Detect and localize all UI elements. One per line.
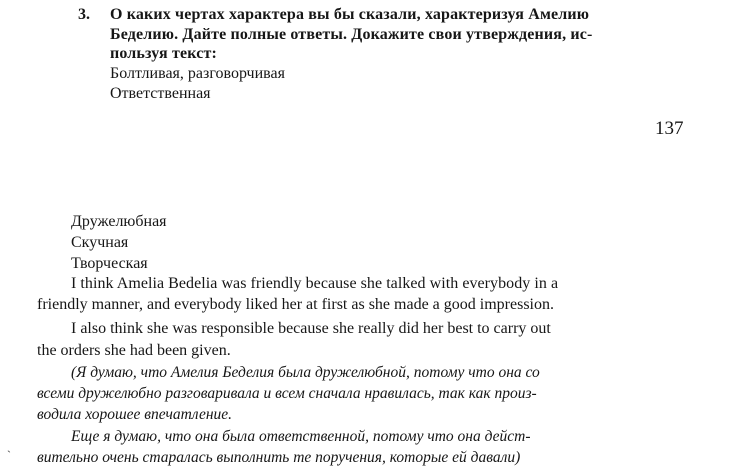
option-responsible: Ответственная (110, 85, 211, 102)
question-line-2: Беделию. Дайте полные ответы. Докажите свои утверждения, ис- (110, 26, 593, 43)
option-creative: Творческая (71, 255, 148, 272)
option-friendly: Дружелюбная (71, 213, 167, 230)
option-boring: Скучная (71, 234, 129, 251)
question-line-3: пользуя текст: (110, 45, 217, 62)
answer-en-line-2: friendly manner, and everybody liked her at first as she made a good impression. (37, 296, 554, 313)
answer-ru-line-4: Еще я думаю, что она была ответственной, потому что она дейст- (71, 428, 531, 445)
answer-en-line-3: I also think she was responsible because she really did her best to carry out (71, 320, 551, 337)
answer-ru-line-3: водила хорошее впечатление. (37, 406, 233, 423)
answer-en-line-4: the orders she had been given. (37, 342, 231, 359)
question-line-1: О каких чертах характера вы бы сказали, характеризуя Амелию (110, 6, 590, 23)
option-talkative: Болтливая, разговорчивая (110, 65, 285, 82)
margin-mark: ` (7, 448, 11, 462)
question-number: 3. (78, 6, 90, 23)
answer-ru-line-5: вительно очень старалась выполнить те поручения, которые ей давали) (37, 449, 521, 466)
answer-ru-line-2: всеми дружелюбно разговаривала и всем сначала нравилась, так как произ- (37, 385, 537, 402)
page-number: 137 (655, 118, 684, 139)
answer-ru-line-1: (Я думаю, что Амелия Беделия была дружелюбной, потому что она со (71, 364, 540, 381)
answer-en-line-1: I think Amelia Bedelia was friendly because she talked with everybody in a (71, 275, 559, 292)
